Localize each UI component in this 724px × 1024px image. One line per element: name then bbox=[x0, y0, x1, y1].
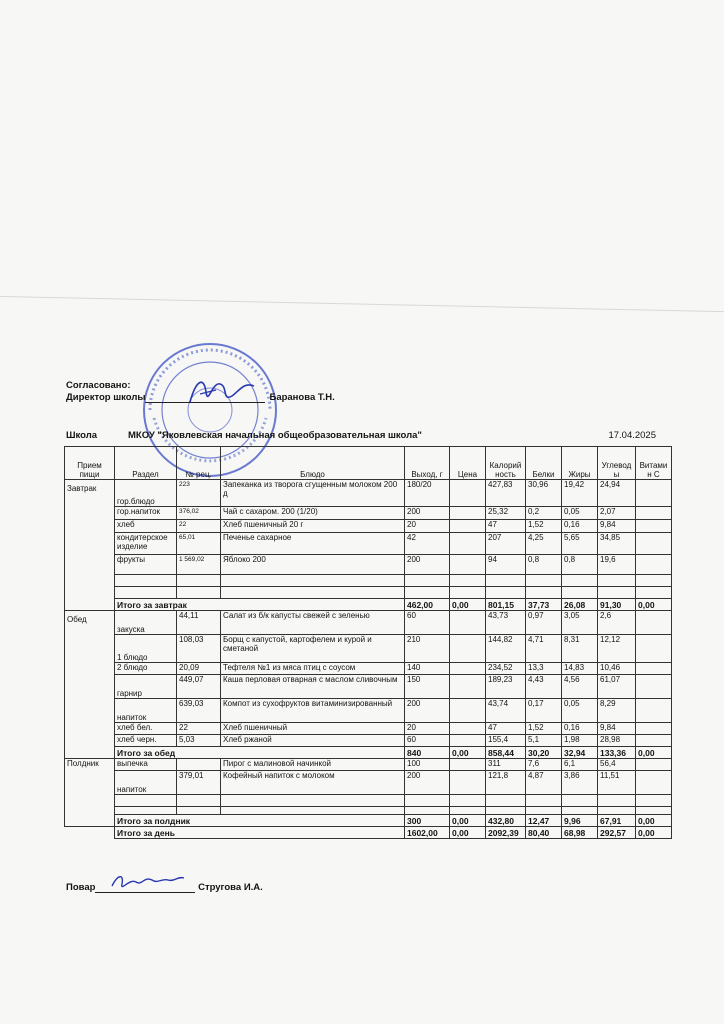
recipe-cell: 379,01 bbox=[177, 771, 221, 795]
protein-cell: 0,8 bbox=[526, 555, 562, 575]
total-carb: 133,36 bbox=[598, 747, 636, 759]
section-cell: закуска bbox=[115, 611, 177, 635]
kcal-cell: 189,23 bbox=[486, 675, 526, 699]
price-cell bbox=[450, 723, 486, 735]
total-yield: 462,00 bbox=[405, 599, 450, 611]
kcal-cell: 47 bbox=[486, 520, 526, 533]
fat-cell: 6,1 bbox=[562, 759, 598, 771]
section-cell: гор.блюдо bbox=[115, 480, 177, 507]
col-header: Прием пищи bbox=[65, 447, 115, 480]
table-row bbox=[65, 795, 672, 807]
carb-cell: 11,51 bbox=[598, 771, 636, 795]
yield-cell: 60 bbox=[405, 735, 450, 747]
recipe-cell: 449,07 bbox=[177, 675, 221, 699]
kcal-cell: 43,73 bbox=[486, 611, 526, 635]
fat-cell: 4,56 bbox=[562, 675, 598, 699]
fat-cell: 1,98 bbox=[562, 735, 598, 747]
table-header-row bbox=[65, 447, 672, 480]
section-cell: 2 блюдо bbox=[115, 663, 177, 675]
protein-cell: 7,6 bbox=[526, 759, 562, 771]
total-price: 0,00 bbox=[450, 827, 486, 839]
carb-cell: 9,84 bbox=[598, 520, 636, 533]
table-row bbox=[65, 520, 672, 533]
carb-cell: 61,07 bbox=[598, 675, 636, 699]
yield-cell: 200 bbox=[405, 555, 450, 575]
carb-cell: 9,84 bbox=[598, 723, 636, 735]
price-cell bbox=[450, 675, 486, 699]
yield-cell: 140 bbox=[405, 663, 450, 675]
dish-cell: Борщ с капустой, картофелем и курой и сметаной bbox=[221, 635, 405, 663]
total-kcal: 858,44 bbox=[486, 747, 526, 759]
yield-cell: 100 bbox=[405, 759, 450, 771]
vitc-cell bbox=[636, 635, 672, 663]
carb-cell: 28,98 bbox=[598, 735, 636, 747]
fat-cell: 5,65 bbox=[562, 533, 598, 555]
total-fat: 32,94 bbox=[562, 747, 598, 759]
total-breakfast-row bbox=[65, 599, 672, 611]
total-label: Итого за полдник bbox=[115, 815, 405, 827]
recipe-cell: 223 bbox=[177, 480, 221, 507]
signature-line bbox=[95, 882, 195, 893]
col-header: Блюдо bbox=[221, 447, 405, 480]
vitc-cell bbox=[636, 735, 672, 747]
total-protein: 80,40 bbox=[526, 827, 562, 839]
fat-cell: 3,86 bbox=[562, 771, 598, 795]
protein-cell: 30,96 bbox=[526, 480, 562, 507]
section-cell: напиток bbox=[115, 699, 177, 723]
table-row bbox=[65, 507, 672, 520]
signature-line bbox=[145, 392, 265, 403]
vitc-cell bbox=[636, 759, 672, 771]
cook-name: Стругова И.А. bbox=[198, 882, 263, 893]
total-carb: 67,91 bbox=[598, 815, 636, 827]
meal-snack: Полдник bbox=[65, 759, 115, 827]
protein-cell: 1,52 bbox=[526, 723, 562, 735]
table-row bbox=[65, 587, 672, 599]
kcal-cell: 121,8 bbox=[486, 771, 526, 795]
kcal-cell: 155,4 bbox=[486, 735, 526, 747]
meal-breakfast: Завтрак bbox=[65, 480, 115, 611]
protein-cell: 0,17 bbox=[526, 699, 562, 723]
vitc-cell bbox=[636, 520, 672, 533]
kcal-cell: 144,82 bbox=[486, 635, 526, 663]
fat-cell: 0,8 bbox=[562, 555, 598, 575]
price-cell bbox=[450, 759, 486, 771]
fat-cell: 8,31 bbox=[562, 635, 598, 663]
total-day-row bbox=[65, 827, 672, 839]
table-row bbox=[65, 699, 672, 723]
total-carb: 91,30 bbox=[598, 599, 636, 611]
vitc-cell bbox=[636, 699, 672, 723]
recipe-cell: 1 569,02 bbox=[177, 555, 221, 575]
total-kcal: 801,15 bbox=[486, 599, 526, 611]
section-cell: гор.напиток bbox=[115, 507, 177, 520]
total-protein: 30,20 bbox=[526, 747, 562, 759]
recipe-cell: 22 bbox=[177, 520, 221, 533]
director-line bbox=[66, 392, 335, 403]
vitc-cell bbox=[636, 771, 672, 795]
fat-cell: 0,05 bbox=[562, 507, 598, 520]
dish-cell: Чай с сахаром. 200 (1/20) bbox=[221, 507, 405, 520]
yield-cell: 42 bbox=[405, 533, 450, 555]
yield-cell: 20 bbox=[405, 520, 450, 533]
kcal-cell: 311 bbox=[486, 759, 526, 771]
carb-cell: 12,12 bbox=[598, 635, 636, 663]
dish-cell: Печенье сахарное bbox=[221, 533, 405, 555]
vitc-cell bbox=[636, 507, 672, 520]
paper-edge bbox=[0, 296, 724, 342]
school-label: Школа bbox=[66, 430, 98, 441]
carb-cell: 34,85 bbox=[598, 533, 636, 555]
yield-cell: 200 bbox=[405, 507, 450, 520]
price-cell bbox=[450, 735, 486, 747]
protein-cell: 0,2 bbox=[526, 507, 562, 520]
fat-cell: 0,05 bbox=[562, 699, 598, 723]
total-lunch-row bbox=[65, 747, 672, 759]
total-protein: 37,73 bbox=[526, 599, 562, 611]
table-row bbox=[65, 735, 672, 747]
total-fat: 9,96 bbox=[562, 815, 598, 827]
recipe-cell bbox=[177, 759, 221, 771]
kcal-cell: 427,83 bbox=[486, 480, 526, 507]
section-cell: хлеб bbox=[115, 520, 177, 533]
vitc-cell bbox=[636, 555, 672, 575]
dish-cell: Салат из б/к капусты свежей с зеленью bbox=[221, 611, 405, 635]
recipe-cell: 639,03 bbox=[177, 699, 221, 723]
yield-cell: 20 bbox=[405, 723, 450, 735]
recipe-cell: 5,03 bbox=[177, 735, 221, 747]
section-cell: фрукты bbox=[115, 555, 177, 575]
director-label: Директор школы bbox=[66, 392, 146, 403]
total-fat: 68,98 bbox=[562, 827, 598, 839]
menu-table bbox=[64, 446, 672, 839]
price-cell bbox=[450, 533, 486, 555]
yield-cell: 150 bbox=[405, 675, 450, 699]
yield-cell: 210 bbox=[405, 635, 450, 663]
col-header: Белки bbox=[526, 447, 562, 480]
vitc-cell bbox=[636, 675, 672, 699]
vitc-cell bbox=[636, 533, 672, 555]
col-header: Выход, г bbox=[405, 447, 450, 480]
table-row bbox=[65, 759, 672, 771]
kcal-cell: 234,52 bbox=[486, 663, 526, 675]
total-label: Итого за обед bbox=[115, 747, 405, 759]
table-row bbox=[65, 575, 672, 587]
kcal-cell: 43,74 bbox=[486, 699, 526, 723]
fat-cell: 14,83 bbox=[562, 663, 598, 675]
table-row bbox=[65, 555, 672, 575]
total-yield: 300 bbox=[405, 815, 450, 827]
protein-cell: 13,3 bbox=[526, 663, 562, 675]
total-vitc: 0,00 bbox=[636, 747, 672, 759]
carb-cell: 2,6 bbox=[598, 611, 636, 635]
protein-cell: 4,87 bbox=[526, 771, 562, 795]
table-row bbox=[65, 611, 672, 635]
table-row bbox=[65, 635, 672, 663]
total-label: Итого за день bbox=[115, 827, 405, 839]
col-header: Калорий ность bbox=[486, 447, 526, 480]
fat-cell: 19,42 bbox=[562, 480, 598, 507]
price-cell bbox=[450, 507, 486, 520]
total-vitc: 0,00 bbox=[636, 815, 672, 827]
section-cell: хлеб черн. bbox=[115, 735, 177, 747]
fat-cell: 3,05 bbox=[562, 611, 598, 635]
total-kcal: 432,80 bbox=[486, 815, 526, 827]
kcal-cell: 25,32 bbox=[486, 507, 526, 520]
table-row bbox=[65, 723, 672, 735]
yield-cell: 200 bbox=[405, 699, 450, 723]
table-row bbox=[65, 807, 672, 815]
section-cell: кондитерское изделие bbox=[115, 533, 177, 555]
table-row bbox=[65, 533, 672, 555]
carb-cell: 8,29 bbox=[598, 699, 636, 723]
col-header: Углевод ы bbox=[598, 447, 636, 480]
fat-cell: 0,16 bbox=[562, 723, 598, 735]
dish-cell: Хлеб ржаной bbox=[221, 735, 405, 747]
recipe-cell: 108,03 bbox=[177, 635, 221, 663]
price-cell bbox=[450, 771, 486, 795]
price-cell bbox=[450, 699, 486, 723]
protein-cell: 4,43 bbox=[526, 675, 562, 699]
carb-cell: 56,4 bbox=[598, 759, 636, 771]
dish-cell: Хлеб пшеничный 20 г bbox=[221, 520, 405, 533]
col-header: Жиры bbox=[562, 447, 598, 480]
recipe-cell: 20,09 bbox=[177, 663, 221, 675]
total-vitc: 0,00 bbox=[636, 827, 672, 839]
total-kcal: 2092,39 bbox=[486, 827, 526, 839]
total-yield: 1602,00 bbox=[405, 827, 450, 839]
col-header: № рец. bbox=[177, 447, 221, 480]
total-price: 0,00 bbox=[450, 599, 486, 611]
recipe-cell: 65,01 bbox=[177, 533, 221, 555]
col-header: Раздел bbox=[115, 447, 177, 480]
carb-cell: 10,46 bbox=[598, 663, 636, 675]
section-cell: выпечка bbox=[115, 759, 177, 771]
total-snack-row bbox=[65, 815, 672, 827]
vitc-cell bbox=[636, 480, 672, 507]
yield-cell: 60 bbox=[405, 611, 450, 635]
protein-cell: 0,97 bbox=[526, 611, 562, 635]
dish-cell: Пирог с малиновой начинкой bbox=[221, 759, 405, 771]
protein-cell: 4,71 bbox=[526, 635, 562, 663]
vitc-cell bbox=[636, 663, 672, 675]
fat-cell: 0,16 bbox=[562, 520, 598, 533]
cook-line bbox=[66, 882, 263, 893]
table-row bbox=[65, 771, 672, 795]
total-protein: 12,47 bbox=[526, 815, 562, 827]
dish-cell: Кофейный напиток с молоком bbox=[221, 771, 405, 795]
school-name: МКОУ "Яковлевская начальная общеобразовательная школа" bbox=[128, 430, 422, 441]
col-header: Цена bbox=[450, 447, 486, 480]
total-carb: 292,57 bbox=[598, 827, 636, 839]
kcal-cell: 47 bbox=[486, 723, 526, 735]
cook-label: Повар bbox=[66, 882, 96, 893]
dish-cell: Хлеб пшеничный bbox=[221, 723, 405, 735]
menu-date: 17.04.2025 bbox=[608, 430, 656, 441]
price-cell bbox=[450, 520, 486, 533]
protein-cell: 1,52 bbox=[526, 520, 562, 533]
carb-cell: 24,94 bbox=[598, 480, 636, 507]
carb-cell: 2,07 bbox=[598, 507, 636, 520]
dish-cell: Тефтеля №1 из мяса птиц с соусом bbox=[221, 663, 405, 675]
price-cell bbox=[450, 635, 486, 663]
recipe-cell: 376,02 bbox=[177, 507, 221, 520]
recipe-cell: 44,11 bbox=[177, 611, 221, 635]
section-cell: 1 блюдо bbox=[115, 635, 177, 663]
dish-cell: Запеканка из творога сгущенным молоком 200 д bbox=[221, 480, 405, 507]
price-cell bbox=[450, 555, 486, 575]
total-label: Итого за завтрак bbox=[115, 599, 405, 611]
section-cell: напиток bbox=[115, 771, 177, 795]
total-vitc: 0,00 bbox=[636, 599, 672, 611]
protein-cell: 4,25 bbox=[526, 533, 562, 555]
vitc-cell bbox=[636, 723, 672, 735]
protein-cell: 5,1 bbox=[526, 735, 562, 747]
dish-cell: Каша перловая отварная с маслом сливочным bbox=[221, 675, 405, 699]
yield-cell: 200 bbox=[405, 771, 450, 795]
total-yield: 840 bbox=[405, 747, 450, 759]
section-cell: хлеб бел. bbox=[115, 723, 177, 735]
total-price: 0,00 bbox=[450, 747, 486, 759]
price-cell bbox=[450, 480, 486, 507]
carb-cell: 19,6 bbox=[598, 555, 636, 575]
total-price: 0,00 bbox=[450, 815, 486, 827]
meal-lunch: Обед bbox=[65, 611, 115, 759]
yield-cell: 180/20 bbox=[405, 480, 450, 507]
approved-label: Согласовано: bbox=[66, 380, 131, 391]
col-header: Витами н С bbox=[636, 447, 672, 480]
vitc-cell bbox=[636, 611, 672, 635]
kcal-cell: 94 bbox=[486, 555, 526, 575]
table-row bbox=[65, 663, 672, 675]
price-cell bbox=[450, 663, 486, 675]
section-cell: гарнир bbox=[115, 675, 177, 699]
table-row bbox=[65, 675, 672, 699]
total-fat: 26,08 bbox=[562, 599, 598, 611]
recipe-cell: 22 bbox=[177, 723, 221, 735]
price-cell bbox=[450, 611, 486, 635]
dish-cell: Компот из сухофруктов витаминизированный bbox=[221, 699, 405, 723]
table-row bbox=[65, 480, 672, 507]
dish-cell: Яблоко 200 bbox=[221, 555, 405, 575]
director-name: Баранова Т.Н. bbox=[269, 392, 335, 403]
kcal-cell: 207 bbox=[486, 533, 526, 555]
